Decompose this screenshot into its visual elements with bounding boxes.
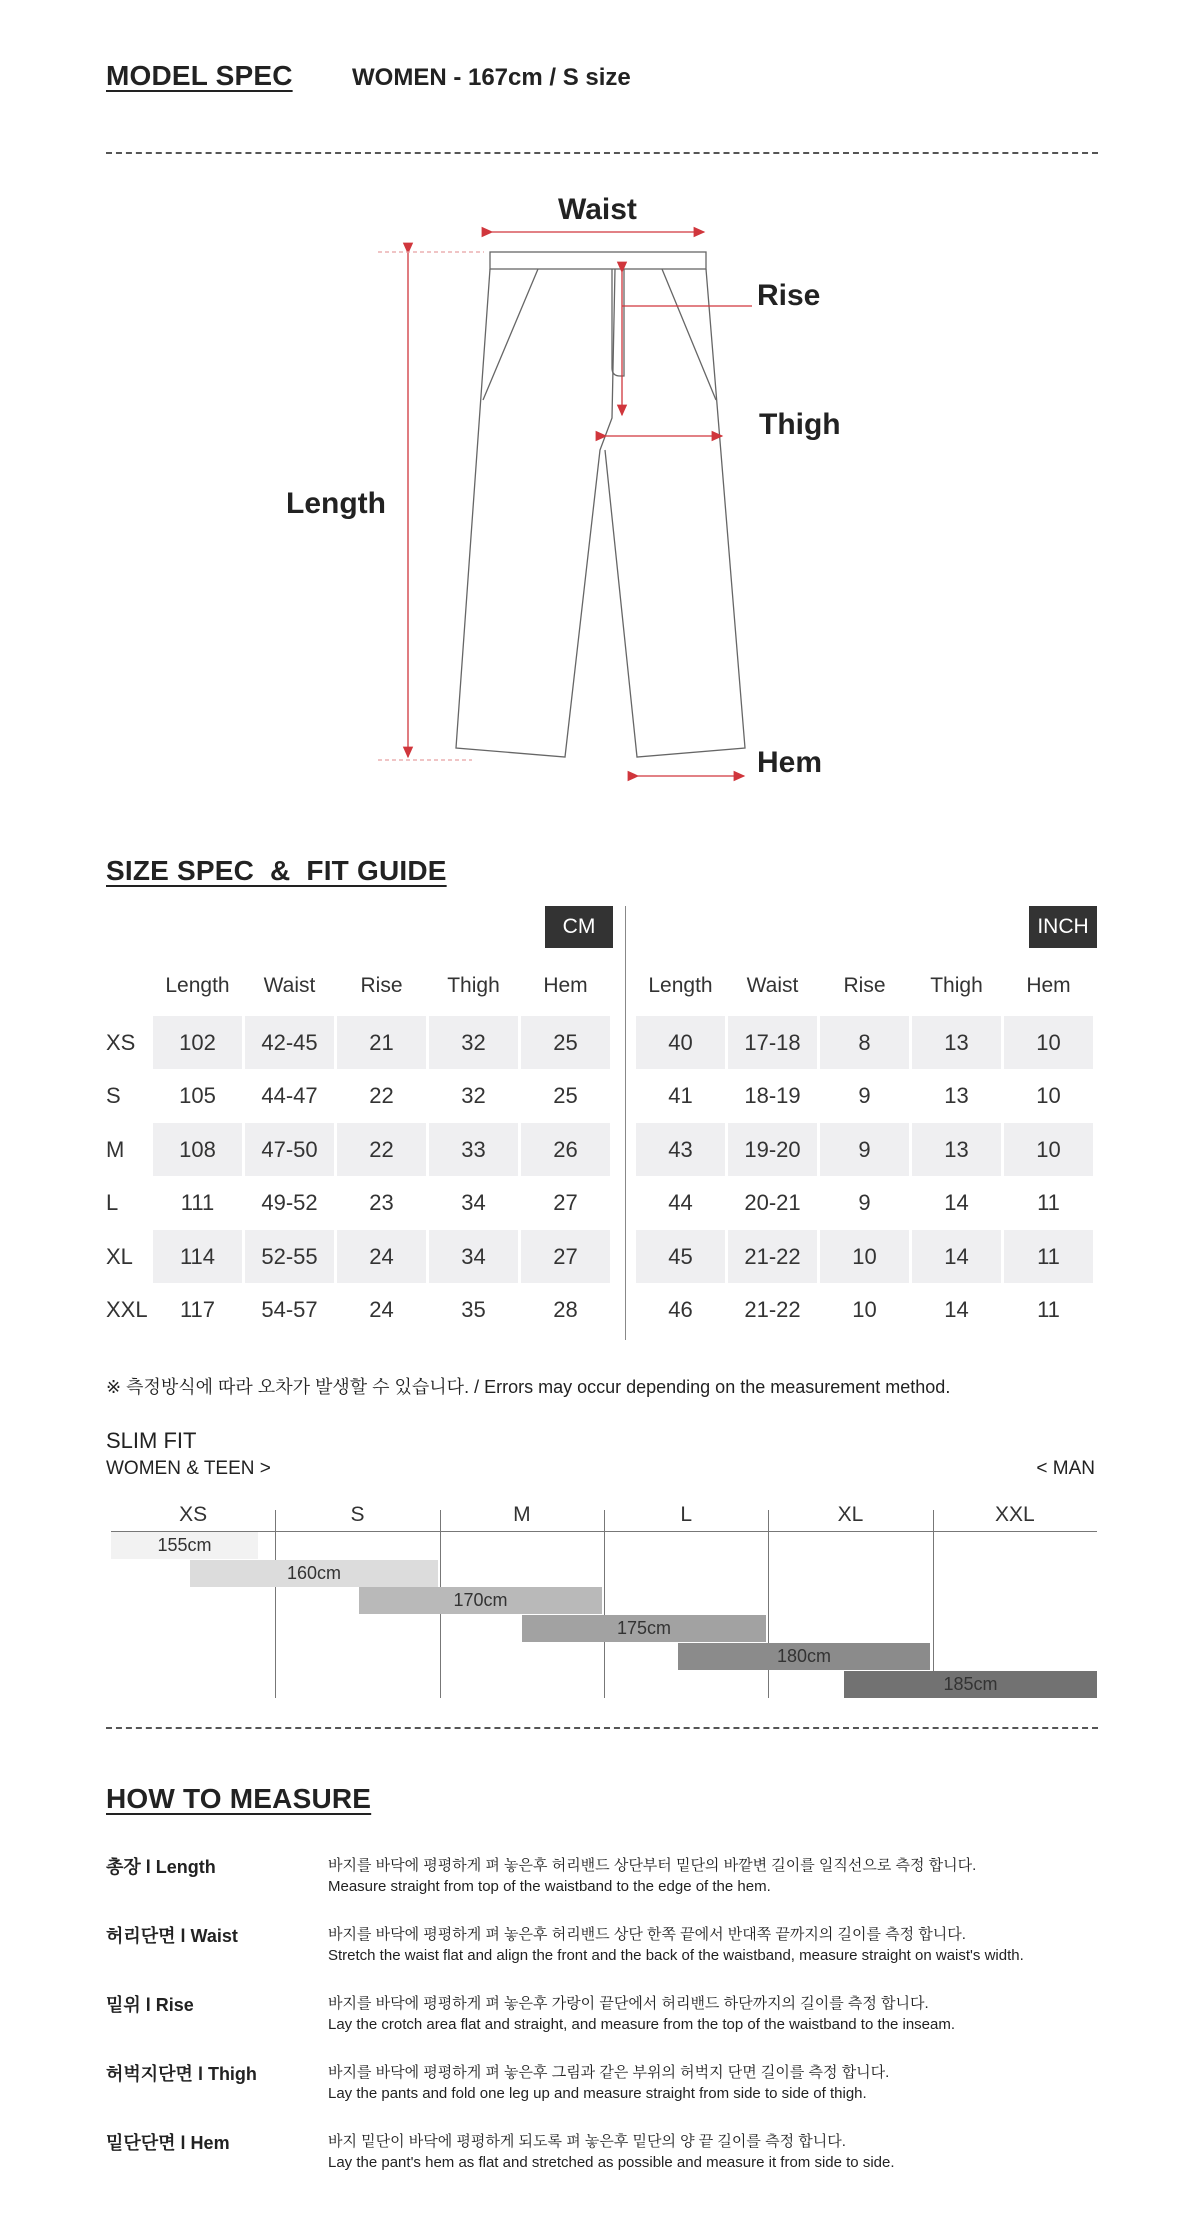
fit-column-divider: [275, 1510, 276, 1698]
waist-label: Waist: [558, 193, 637, 226]
size-row-label: XL: [106, 1243, 133, 1269]
inch-cell: 17-18: [728, 1016, 817, 1069]
fit-column-divider: [604, 1510, 605, 1698]
cm-cell: 44-47: [261, 1083, 318, 1108]
model-spec-value: WOMEN - 167cm / S size: [352, 64, 631, 91]
inch-cell: 40: [636, 1016, 725, 1069]
measure-item-korean: 바지를 바닥에 평평하게 펴 놓은후 허리밴드 상단부터 밑단의 바깥변 길이를 일직선으로 측정 합니다.: [328, 1857, 977, 1874]
column-header: Rise: [843, 974, 886, 997]
inch-cell: 11: [1037, 1190, 1060, 1215]
cm-cell: 33: [429, 1123, 518, 1176]
inch-cell: 10: [820, 1230, 909, 1283]
cm-cell: 105: [179, 1083, 216, 1108]
fit-size-column: XL: [837, 1503, 864, 1526]
inch-cell: 13: [944, 1083, 969, 1108]
measure-item-heading: 허벅지단면 l Thigh: [106, 2064, 257, 2084]
measurement-lines: [0, 0, 1200, 800]
measure-item-korean: 바지를 바닥에 평평하게 펴 놓은후 허리밴드 상단 한쪽 끝에서 반대쪽 끝까지의 길이를 측정 합니다.: [328, 1926, 966, 1943]
size-row-label: M: [106, 1136, 125, 1162]
measure-item-korean: 바지를 바닥에 평평하게 펴 놓은후 가랑이 끝단에서 허리밴드 하단까지의 길이를 측정 합니다.: [328, 1995, 929, 2012]
cm-cell: 111: [180, 1190, 215, 1215]
measure-item-korean: 바지를 바닥에 평평하게 펴 놓은후 그림과 같은 부위의 허벅지 단면 길이를 측정 합니다.: [328, 2064, 890, 2081]
cm-cell: 47-50: [245, 1123, 334, 1176]
inch-cell: 46: [668, 1297, 693, 1322]
fit-height-bar: 170cm: [359, 1587, 602, 1614]
measure-item-heading: 허리단면 l Waist: [106, 1926, 238, 1946]
cm-cell: 26: [521, 1123, 610, 1176]
inch-cell: 9: [820, 1123, 909, 1176]
measure-item-korean: 바지 밑단이 바닥에 평평하게 되도록 펴 놓은후 밑단의 양 끝 길이를 측정 합니다.: [328, 2133, 846, 2150]
inch-cell: 10: [1004, 1016, 1093, 1069]
column-header: Hem: [1026, 974, 1071, 997]
fit-size-column: L: [680, 1503, 692, 1526]
inch-cell: 18-19: [744, 1083, 801, 1108]
cm-cell: 28: [553, 1297, 578, 1322]
model-spec-title: MODEL SPEC: [106, 60, 293, 91]
cm-cell: 27: [521, 1230, 610, 1283]
cm-cell: 27: [553, 1190, 578, 1215]
column-header: Thigh: [447, 974, 500, 997]
column-header: Thigh: [930, 974, 983, 997]
cm-cell: 114: [153, 1230, 242, 1283]
fit-size-column: S: [350, 1503, 365, 1526]
column-header: Hem: [543, 974, 588, 997]
inch-cell: 9: [858, 1190, 871, 1215]
size-row-label: L: [106, 1190, 119, 1215]
inch-cell: 19-20: [728, 1123, 817, 1176]
length-label: Length: [286, 487, 386, 520]
fit-right-label: < MAN: [1036, 1458, 1095, 1479]
table-divider: [625, 906, 626, 1340]
fit-left-label: WOMEN & TEEN >: [106, 1458, 271, 1479]
inch-cell: 45: [636, 1230, 725, 1283]
measure-item-heading: 밑위 l Rise: [106, 1995, 194, 2015]
column-header: Waist: [746, 974, 799, 997]
inch-cell: 8: [820, 1016, 909, 1069]
cm-cell: 23: [369, 1190, 394, 1215]
column-header: Length: [648, 974, 713, 997]
inch-cell: 9: [858, 1083, 871, 1108]
inch-cell: 21-22: [744, 1297, 801, 1322]
cm-cell: 25: [553, 1083, 578, 1108]
fit-title: SLIM FIT: [106, 1428, 197, 1453]
cm-cell: 32: [461, 1083, 486, 1108]
divider-bottom: [106, 1727, 1098, 1729]
cm-cell: 52-55: [245, 1230, 334, 1283]
cm-cell: 54-57: [261, 1297, 318, 1322]
fit-size-column: XS: [179, 1503, 208, 1526]
cm-cell: 25: [521, 1016, 610, 1069]
measure-item-english: Lay the pants and fold one leg up and measure straight from side to side of thigh.: [328, 2085, 867, 2102]
thigh-label: Thigh: [759, 408, 841, 441]
cm-cell: 34: [461, 1190, 486, 1215]
fit-height-bar: 175cm: [522, 1615, 766, 1642]
rise-label: Rise: [757, 279, 821, 312]
inch-cell: 14: [944, 1190, 969, 1215]
cm-badge: CM: [545, 906, 613, 948]
fit-height-bar: 155cm: [111, 1532, 258, 1559]
size-row-label: S: [106, 1083, 121, 1108]
inch-cell: 13: [912, 1016, 1001, 1069]
inch-cell: 41: [668, 1083, 693, 1108]
cm-cell: 117: [179, 1297, 216, 1322]
column-header: Length: [165, 974, 230, 997]
cm-cell: 42-45: [245, 1016, 334, 1069]
inch-cell: 44: [668, 1190, 693, 1215]
inch-badge: INCH: [1029, 906, 1097, 948]
inch-cell: 14: [944, 1297, 969, 1322]
inch-cell: 10: [852, 1297, 877, 1322]
size-spec-title: SIZE SPEC & FIT GUIDE: [106, 855, 447, 886]
cm-cell: 21: [337, 1016, 426, 1069]
cm-cell: 49-52: [261, 1190, 318, 1215]
inch-cell: 14: [912, 1230, 1001, 1283]
fit-height-bar: 180cm: [678, 1643, 930, 1670]
hem-label: Hem: [757, 746, 823, 779]
fit-height-bar: 185cm: [844, 1671, 1097, 1698]
inch-cell: 21-22: [728, 1230, 817, 1283]
measurement-note: ※ 측정방식에 따라 오차가 발생할 수 있습니다. / Errors may occur depending on the measurement method.: [106, 1377, 951, 1397]
inch-cell: 20-21: [744, 1190, 801, 1215]
cm-cell: 22: [369, 1083, 394, 1108]
inch-cell: 10: [1036, 1083, 1061, 1108]
size-row-label: XXL: [106, 1297, 148, 1322]
measure-item-english: Stretch the waist flat and align the front and the back of the waistband, measure straight on waist's width.: [328, 1947, 1024, 1964]
inch-cell: 13: [912, 1123, 1001, 1176]
measure-item-heading: 총장 l Length: [106, 1857, 216, 1877]
cm-cell: 34: [429, 1230, 518, 1283]
cm-cell: 35: [461, 1297, 486, 1322]
cm-cell: 32: [429, 1016, 518, 1069]
fit-height-bar: 160cm: [190, 1560, 438, 1587]
column-header: Rise: [360, 974, 403, 997]
how-to-measure-title: HOW TO MEASURE: [106, 1783, 372, 1814]
inch-cell: 11: [1004, 1230, 1093, 1283]
column-header: Waist: [263, 974, 316, 997]
inch-cell: 11: [1037, 1297, 1060, 1322]
size-row-label: XS: [106, 1029, 136, 1055]
fit-column-divider: [768, 1510, 769, 1698]
cm-cell: 24: [337, 1230, 426, 1283]
fit-size-column: XXL: [994, 1503, 1035, 1526]
cm-cell: 102: [153, 1016, 242, 1069]
fit-size-column: M: [513, 1503, 531, 1526]
cm-cell: 108: [153, 1123, 242, 1176]
measure-item-english: Lay the pant's hem as flat and stretched as possible and measure it from side to side.: [328, 2154, 895, 2171]
cm-cell: 22: [337, 1123, 426, 1176]
measure-item-english: Measure straight from top of the waistband to the edge of the hem.: [328, 1878, 771, 1895]
inch-cell: 43: [636, 1123, 725, 1176]
inch-cell: 10: [1004, 1123, 1093, 1176]
measure-item-heading: 밑단단면 l Hem: [106, 2133, 230, 2153]
measure-item-english: Lay the crotch area flat and straight, and measure from the top of the waistband to the inseam.: [328, 2016, 956, 2033]
cm-cell: 24: [369, 1297, 394, 1322]
